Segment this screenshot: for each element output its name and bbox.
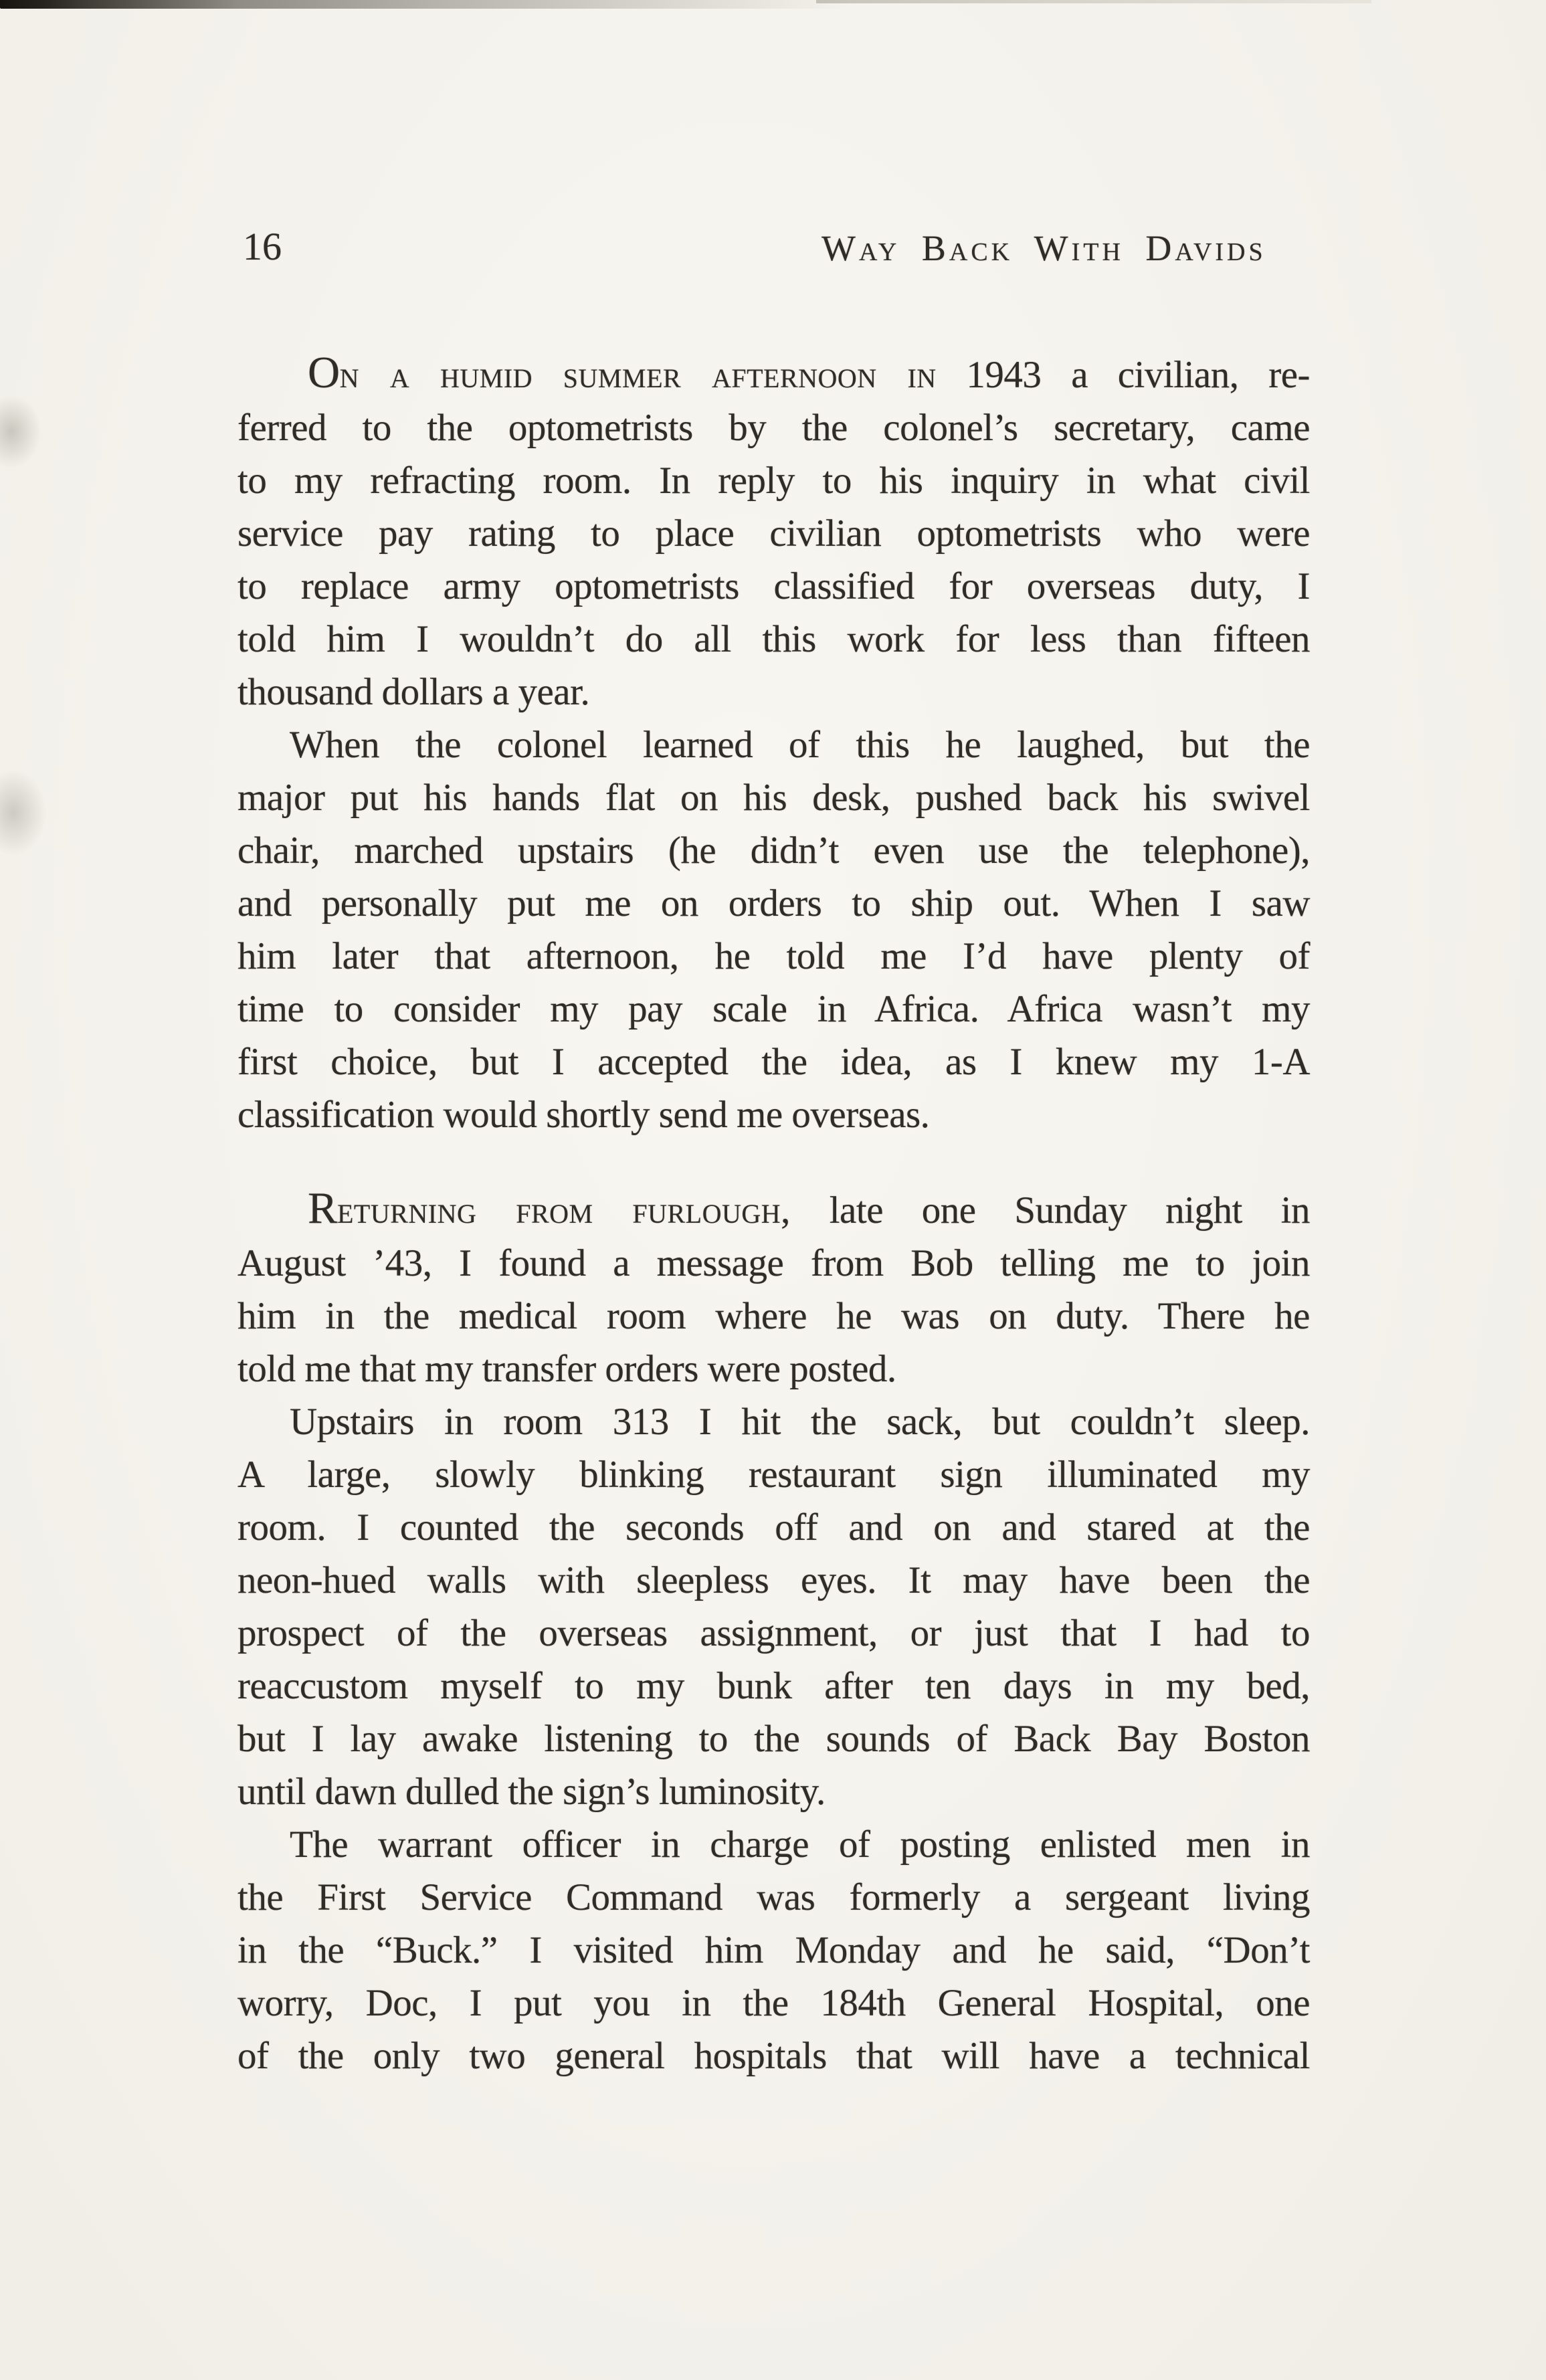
opener-initial: O <box>308 349 340 397</box>
text-line: ferred to the optometrists by the colonel’s secretary, came <box>237 407 1310 449</box>
text-line: told me that my transfer orders were posted. <box>237 1348 896 1390</box>
text-line: told him I wouldn’t do all this work for less than fifteen <box>237 618 1310 660</box>
text-line: service pay rating to place civilian optometrists who were <box>237 512 1310 555</box>
text-line: but I lay awake listening to the sounds of Back Bay Boston <box>237 1718 1310 1760</box>
text-line: On a humid summer afternoon in 1943 a civilian, re- <box>308 349 1310 397</box>
section-opening-paragraph <box>237 346 1310 718</box>
opener-initial: R <box>308 1184 337 1233</box>
text-line: him later that afternoon, he told me I’d have plenty of <box>237 935 1310 977</box>
text-line: thousand dollars a year. <box>237 671 590 713</box>
page-number: 16 <box>243 225 282 268</box>
text-line: worry, Doc, I put you in the 184th General Hospital, one <box>237 1982 1310 2024</box>
text-line: until dawn dulled the sign’s luminosity. <box>237 1771 826 1813</box>
text-line: the First Service Command was formerly a sergeant living <box>237 1876 1310 1918</box>
text-line: Returning from furlough, late one Sunday night in <box>308 1184 1310 1233</box>
text-line: time to consider my pay scale in Africa. Africa wasn’t my <box>237 988 1310 1030</box>
scan-smudge <box>0 395 41 468</box>
text-line: August ’43, I found a message from Bob telling me to join <box>237 1242 1310 1284</box>
text-line: of the only two general hospitals that will have a technical <box>237 2035 1310 2077</box>
text-line: to my refracting room. In reply to his inquiry in what civil <box>237 460 1310 502</box>
text-line: reaccustom myself to my bunk after ten days in my bed, <box>237 1665 1310 1707</box>
paragraph <box>237 718 1310 1141</box>
scan-artifact-top <box>0 0 850 9</box>
paragraph <box>237 1818 1310 2082</box>
paragraph <box>237 1395 1310 1818</box>
text-line: A large, slowly blinking restaurant sign illuminated my <box>237 1454 1310 1496</box>
text-line: prospect of the overseas assignment, or just that I had to <box>237 1612 1310 1654</box>
text-line: in the “Buck.” I visited him Monday and he said, “Don’t <box>237 1929 1310 1971</box>
text-line: first choice, but I accepted the idea, as I knew my 1-A <box>237 1041 1310 1083</box>
text-line: him in the medical room where he was on duty. There he <box>237 1295 1310 1337</box>
text-line: major put his hands flat on his desk, pushed back his swivel <box>237 777 1310 819</box>
text-line: to replace army optometrists classified for overseas duty, I <box>237 565 1310 607</box>
text-line: Upstairs in room 313 I hit the sack, but couldn’t sleep. <box>290 1401 1310 1443</box>
opener-small-caps: eturning from furlough, <box>336 1189 791 1231</box>
text-line: room. I counted the seconds off and on and stared at the <box>237 1506 1310 1549</box>
opener-small-caps: n a humid summer afternoon in <box>339 354 937 396</box>
scan-smudge <box>0 769 47 856</box>
page-body <box>237 346 1310 2082</box>
text-line: chair, marched upstairs (he didn’t even use the telephone), <box>237 829 1310 872</box>
section-opening-paragraph <box>237 1182 1310 1395</box>
scan-artifact-top-line <box>816 0 1371 3</box>
text-line: The warrant officer in charge of posting enlisted men in <box>290 1823 1310 1866</box>
text-line: and personally put me on orders to ship out. When I saw <box>237 882 1310 924</box>
text-line: When the colonel learned of this he laughed, but the <box>290 724 1310 766</box>
running-header: Way Back With Davids <box>822 228 1266 268</box>
text-line: classification would shortly send me overseas. <box>237 1094 930 1136</box>
text-line: neon-hued walls with sleepless eyes. It may have been the <box>237 1559 1310 1601</box>
